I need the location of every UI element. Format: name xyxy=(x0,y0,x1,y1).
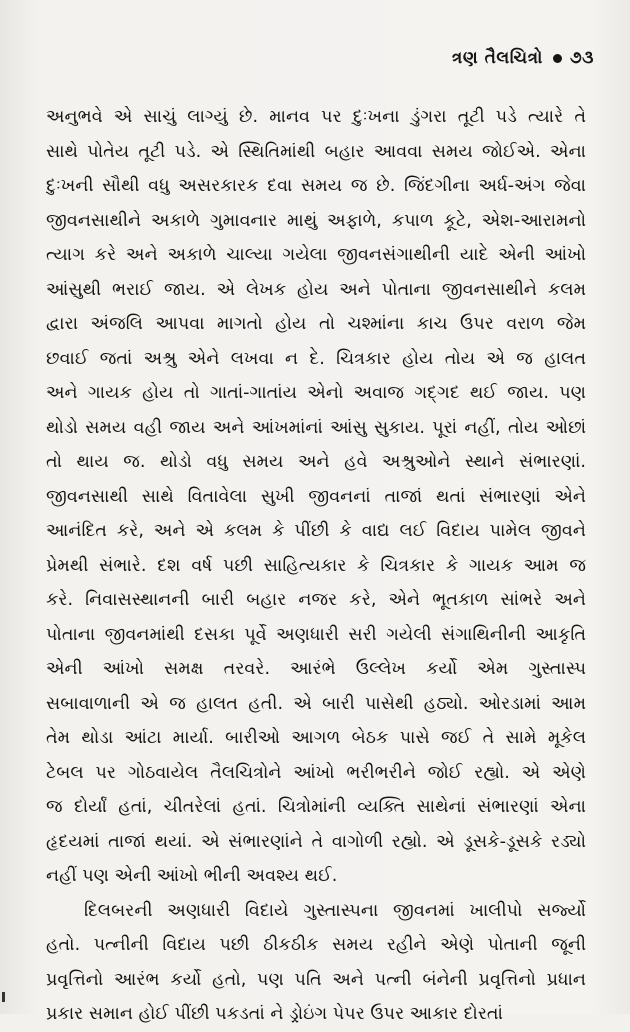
text-line: આંસુથી ભરાઈ જાય. એ લેખક હોય અને પોતાના જીવનસાથીને કલમ xyxy=(46,279,586,300)
text-line: છવાઈ જતાં અશ્રુ એને લખવા ન દે. ચિત્રકાર હોય તોય એ જ હાલત xyxy=(46,348,586,369)
text-line: દિલબરની અણધારી વિદાયે ગુસ્તાસ્પના જીવનમાં ખાલીપો સર્જ્યો xyxy=(84,900,586,921)
text-line: નહીં પણ એની આંખો ભીની અવશ્ય થઈ. xyxy=(46,866,338,886)
text-line: પ્રકાર સમાન હોઈ પીંછી પકડતાં ને ડ્રોઇંગ પેપર ઉપર આકાર દોરતાં xyxy=(46,1004,503,1024)
text-line: કરે. નિવાસસ્થાનની બારી બહાર નજર કરે, એને ભૂતકાળ સાંભરે અને xyxy=(46,590,586,610)
text-line: સબાવાળાની એ જ હાલત હતી. એ બારી પાસેથી હઠ્યો. ઓરડામાં આમ xyxy=(46,693,586,714)
text-line: તેમ થોડા આંટા માર્યા. બારીઓ આગળ બેઠક પાસે જઈ તે સામે મૂકેલ xyxy=(46,728,586,748)
text-line: જ દોર્યાં હતાં, ચીતરેલાં હતાં. ચિત્રોમાંની વ્યક્તિ સાથેનાં સંભારણાં એના xyxy=(46,797,586,817)
bullet-icon xyxy=(553,54,562,63)
text-line: સાથે પોતેય તૂટી પડે. એ સ્થિતિમાંથી બહાર આવવા સમય જોઈએ. એના xyxy=(46,141,586,162)
text-line: અને ગાયક હોય તો ગાતાં-ગાતાંય એનો અવાજ ગદ્ગદ થઈ જાય. પણ xyxy=(46,383,586,403)
text-line: એની આંખો સમક્ષ તરવરે. આરંભે ઉલ્લેખ કર્યો એમ ગુસ્તાસ્પ xyxy=(46,659,586,679)
text-line: પ્રવૃત્તિનો આરંભ કર્યો હતો, પણ પતિ અને પત્ની બંનેની પ્રવૃત્તિનો પ્રધાન xyxy=(46,969,586,990)
chapter-title: ત્રણ તૈલચિત્રો xyxy=(451,48,543,68)
text-line: હૃદયમાં તાજાં થયાં. એ સંભારણાંને તે વાગોળી રહ્યો. એ ડૂસકે-ડૂસકે રડ્યો xyxy=(46,831,586,852)
body-text xyxy=(46,100,586,1032)
text-line: દ્વારા અંજલિ આપવા માગતો હોય તો ચશ્માંના કાચ ઉપર વરાળ જેમ xyxy=(46,314,586,334)
text-line: પ્રેમથી સંભારે. દશ વર્ષ પછી સાહિત્યકાર કે ચિત્રકાર કે ગાયક આમ જ xyxy=(46,555,586,576)
text-line: થોડો સમય વહી જાય અને આંખમાંનાં આંસુ સુકાય. પૂરાં નહીં, તોય ઓછાં xyxy=(46,417,586,438)
text-line: જીવનસાથી સાથે વિતાવેલા સુખી જીવનનાં તાજાં થતાં સંભારણાં એને xyxy=(46,486,586,507)
text-line: આનંદિત કરે, અને એ કલમ કે પીંછી કે વાદ્ય લઈ વિદાય પામેલ જીવને xyxy=(46,521,586,541)
page-number: ૭૩ xyxy=(569,48,594,68)
text-line: ટેબલ પર ગોઠવાયેલ તૈલચિત્રોને આંખો ભરીભરીને જોઈ રહ્યો. એ એણે xyxy=(46,762,586,783)
running-header xyxy=(452,48,594,68)
text-line: અનુભવે એ સાચું લાગ્યું છે. માનવ પર દુઃખના ડુંગરા તૂટી પડે ત્યારે તે xyxy=(46,107,586,127)
text-line: પોતાના જીવનમાંથી દસકા પૂર્વે અણધારી સરી ગયેલી સંગાથિનીની આકૃતિ xyxy=(46,624,586,645)
page-edge-mark xyxy=(2,992,5,1002)
text-line: હતો. પત્નીની વિદાય પછી ઠીકઠીક સમય રહીને એણે પોતાની જૂની xyxy=(46,935,586,955)
text-line: તો થાય જ. થોડો વધુ સમય અને હવે અશ્રુઓને સ્થાને સંભારણાં. xyxy=(46,452,586,472)
text-line: જીવનસાથીને અકાળે ગુમાવનાર માથું અફાળે, કપાળ કૂટે, એશ-આરામનો xyxy=(46,210,586,231)
text-line: દુઃખની સૌથી વધુ અસરકારક દવા સમય જ છે. જિંદગીના અર્ધ-અંગ જેવા xyxy=(46,176,586,196)
text-line: ત્યાગ કરે અને અકાળે ચાલ્યા ગયેલા જીવનસંગાથીની યાદે એની આંખો xyxy=(46,245,586,265)
